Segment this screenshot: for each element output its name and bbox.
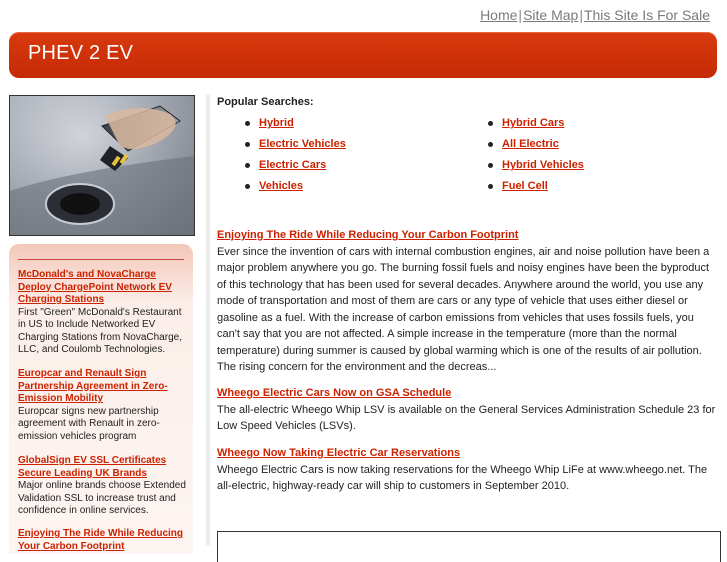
search-link-electric-cars[interactable]: Electric Cars [259, 159, 327, 171]
search-link-vehicles[interactable]: Vehicles [259, 180, 304, 192]
list-item [502, 180, 548, 192]
site-title: PHEV 2 EV [28, 42, 134, 64]
article [217, 227, 719, 376]
top-links [480, 7, 710, 23]
search-link-hybrid-vehicles[interactable]: Hybrid Vehicles [502, 159, 584, 171]
news-title-link[interactable]: McDonald's and NovaCharge Deploy ChargePoint Network EV Charging Stations [18, 269, 172, 305]
search-link-all-electric[interactable]: All Electric [502, 138, 559, 150]
bullet-icon [488, 142, 493, 147]
separator: | [518, 7, 523, 23]
hero-image [9, 95, 195, 236]
bullet-icon [245, 184, 250, 189]
bullet-icon [488, 121, 493, 126]
list-item [259, 180, 303, 192]
article-title-link[interactable]: Wheego Electric Cars Now on GSA Schedule [217, 387, 452, 399]
bottom-box [217, 531, 721, 562]
separator: | [579, 7, 583, 23]
article-title-link[interactable]: Wheego Now Taking Electric Car Reservations [217, 447, 461, 459]
bullet-icon [245, 121, 250, 126]
column-divider [206, 95, 210, 545]
site-for-sale-link[interactable]: This Site Is For Sale [583, 7, 710, 23]
home-link[interactable]: Home [480, 7, 518, 23]
article-text: Wheego Electric Cars is now taking reservations for the Wheego Whip LiFe at www.wheego.net. The all-electric, highway-ready car will ship to customers in September 2010. [217, 463, 708, 492]
list-item [259, 117, 294, 129]
news-title-link[interactable]: Enjoying The Ride While Reducing Your Carbon Footprint [18, 528, 184, 552]
news-text: Europcar signs new partnership agreement with Renault in zero-emission vehicles program [18, 405, 160, 442]
news-title-link[interactable]: Europcar and Renault Sign Partnership Agreement in Zero-Emission Mobility [18, 368, 168, 404]
article-title-link[interactable]: Enjoying The Ride While Reducing Your Carbon Footprint [217, 229, 519, 241]
list-item [502, 117, 564, 129]
news-text: First "Green" McDonald's Restaurant in US to Include Networked EV Charging Stations from NovaCharge, LLC, and Coulomb Technologies. [18, 306, 182, 355]
list-item [502, 159, 584, 171]
sidebar-news [9, 244, 193, 554]
news-text: Major online brands choose Extended Validation SSL to increase trust and confidence in online services. [18, 480, 186, 516]
search-link-hybrid[interactable]: Hybrid [259, 117, 294, 129]
popular-searches-title: Popular Searches: [217, 96, 314, 108]
sidebar-rule [18, 259, 184, 260]
bullet-icon [245, 163, 250, 168]
search-link-electric-vehicles[interactable]: Electric Vehicles [259, 138, 346, 150]
bullet-icon [245, 142, 250, 147]
list-item [502, 138, 559, 150]
bullet-icon [488, 184, 493, 189]
news-title-link[interactable]: GlobalSign EV SSL Certificates Secure Leading UK Brands [18, 455, 167, 479]
charging-plug-illustration [10, 96, 194, 235]
news-item [18, 269, 190, 357]
site-map-link[interactable]: Site Map [523, 7, 579, 23]
search-link-fuel-cell[interactable]: Fuel Cell [502, 180, 548, 192]
news-item [18, 528, 190, 553]
article-text: Ever since the invention of cars with internal combustion engines, air and noise pollution have been a major problem anywhere you go. The burning fossil fuels and noisy engines have been the byproduct of this technology that has been used for several decades. Anywhere around the world, you use any mode of transportation and most of them are cars or any type of vehicle that uses either diesel or gasoline as a fuel. With the increase of carbon emissions from vehicles that uses fossils fuels, you can't say that you are not affected. A simple increase in the temperature (more than the normal temperature) during summer is caused by global warming which is one of the results of air pollution. The rising concern for the environment and the decreas... [217, 245, 710, 373]
bullet-icon [488, 163, 493, 168]
search-link-hybrid-cars[interactable]: Hybrid Cars [502, 117, 565, 129]
list-item [259, 138, 346, 150]
article [217, 385, 719, 435]
news-item [18, 455, 190, 518]
article [217, 445, 719, 495]
header-bar [9, 32, 717, 78]
news-item [18, 368, 190, 443]
article-text: The all-electric Wheego Whip LSV is available on the General Services Administration Schedule 23 for Low Speed Vehicles (LSVs). [217, 403, 716, 432]
list-item [259, 159, 326, 171]
